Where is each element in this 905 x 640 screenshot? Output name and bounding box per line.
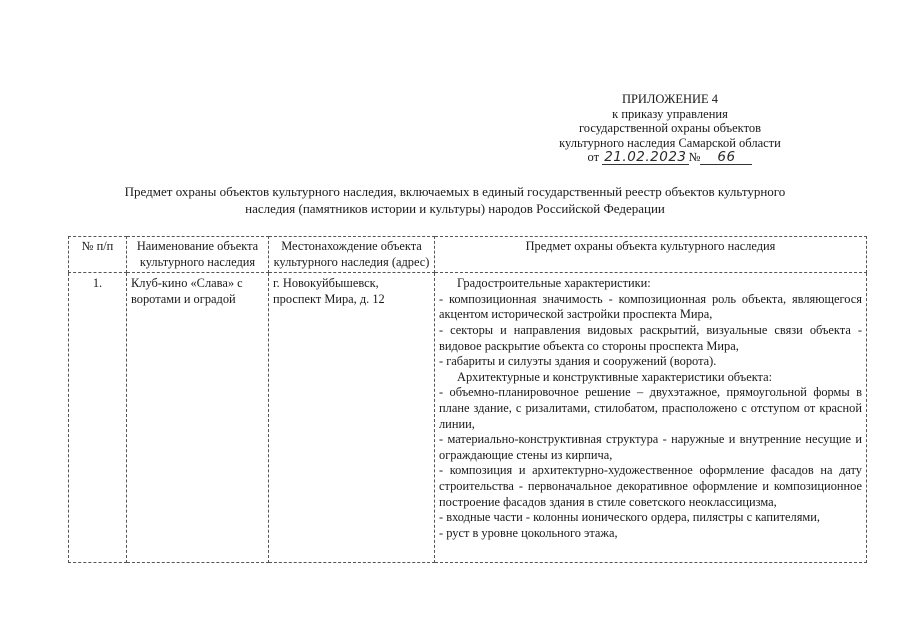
subject-line: - композиционная значимость - композиционная роль объекта, являющегося акцентом исторической застройки проспекта Мира, bbox=[439, 291, 862, 322]
order-number-field bbox=[700, 151, 752, 165]
appendix-header bbox=[520, 92, 820, 165]
header-object-name: Наименование объекта культурного наследия bbox=[127, 237, 269, 273]
row-protection-subject bbox=[435, 273, 867, 563]
subject-line: - входные части - колонны ионического ордера, пилястры с капителями, bbox=[439, 510, 820, 525]
order-date-handwritten: 21.02.2023 bbox=[604, 149, 687, 166]
order-date-line bbox=[520, 150, 820, 165]
date-prefix: от bbox=[587, 150, 600, 165]
appendix-line-4: культурного наследия Самарской области bbox=[559, 135, 781, 150]
table-row bbox=[69, 273, 867, 563]
document-title bbox=[75, 183, 835, 217]
subject-line: - объемно-планировочное решение – двухэтажное, прямоугольной формы в плане здание, с ризалитами, стилобатом, прасположено с отступом от красной линии, bbox=[439, 385, 862, 431]
table-header-row bbox=[69, 237, 867, 273]
header-protection-subject: Предмет охраны объекта культурного наследия bbox=[435, 237, 867, 273]
subject-line: Архитектурные и конструктивные характеристики объекта: bbox=[457, 369, 773, 384]
heritage-table bbox=[68, 236, 867, 563]
subject-line: - материально-конструктивная структура - наружные и внутренние несущие и ограждающие стены из кирпича, bbox=[439, 432, 862, 462]
subject-line: Градостроительные характеристики: bbox=[457, 276, 651, 291]
subject-line: - композиция и архитектурно-художественное оформление фасадов на дату строительства - первоначальное декоративное оформление и композиционное построение фасадов здания в стиле советского неоклассицизма, bbox=[439, 463, 862, 509]
subject-line: - габариты и силуэты здания и сооружений (ворота). bbox=[439, 354, 717, 369]
appendix-title: ПРИЛОЖЕНИЕ 4 bbox=[621, 92, 719, 106]
appendix-line-3: государственной охраны объектов bbox=[578, 121, 762, 136]
header-location: Местонахождение объекта культурного наследия (адрес) bbox=[269, 237, 435, 273]
appendix-line-2: к приказу управления bbox=[612, 106, 728, 121]
subject-line: - секторы и направления видовых раскрытий, визуальные связи объекта - видовое раскрытие объекта со стороны проспекта Мира, bbox=[439, 322, 862, 353]
subject-line: - руст в уровне цокольного этажа, bbox=[439, 525, 618, 540]
row-number: 1. bbox=[69, 273, 127, 563]
order-date-field bbox=[602, 151, 688, 165]
order-number-handwritten: 66 bbox=[717, 149, 736, 166]
row-object-name: Клуб-кино «Слава» с воротами и оградой bbox=[127, 273, 269, 563]
document-title-line-1: Предмет охраны объектов культурного наследия, включаемых в единый государственный реестр объектов культурного bbox=[124, 184, 786, 199]
header-number: № п/п bbox=[69, 237, 127, 273]
row-location: г. Новокуйбышевск, проспект Мира, д. 12 bbox=[269, 273, 435, 563]
number-prefix: № bbox=[688, 150, 701, 165]
document-title-line-2: наследия (памятников истории и культуры) народов Российской Федерации bbox=[245, 201, 665, 216]
